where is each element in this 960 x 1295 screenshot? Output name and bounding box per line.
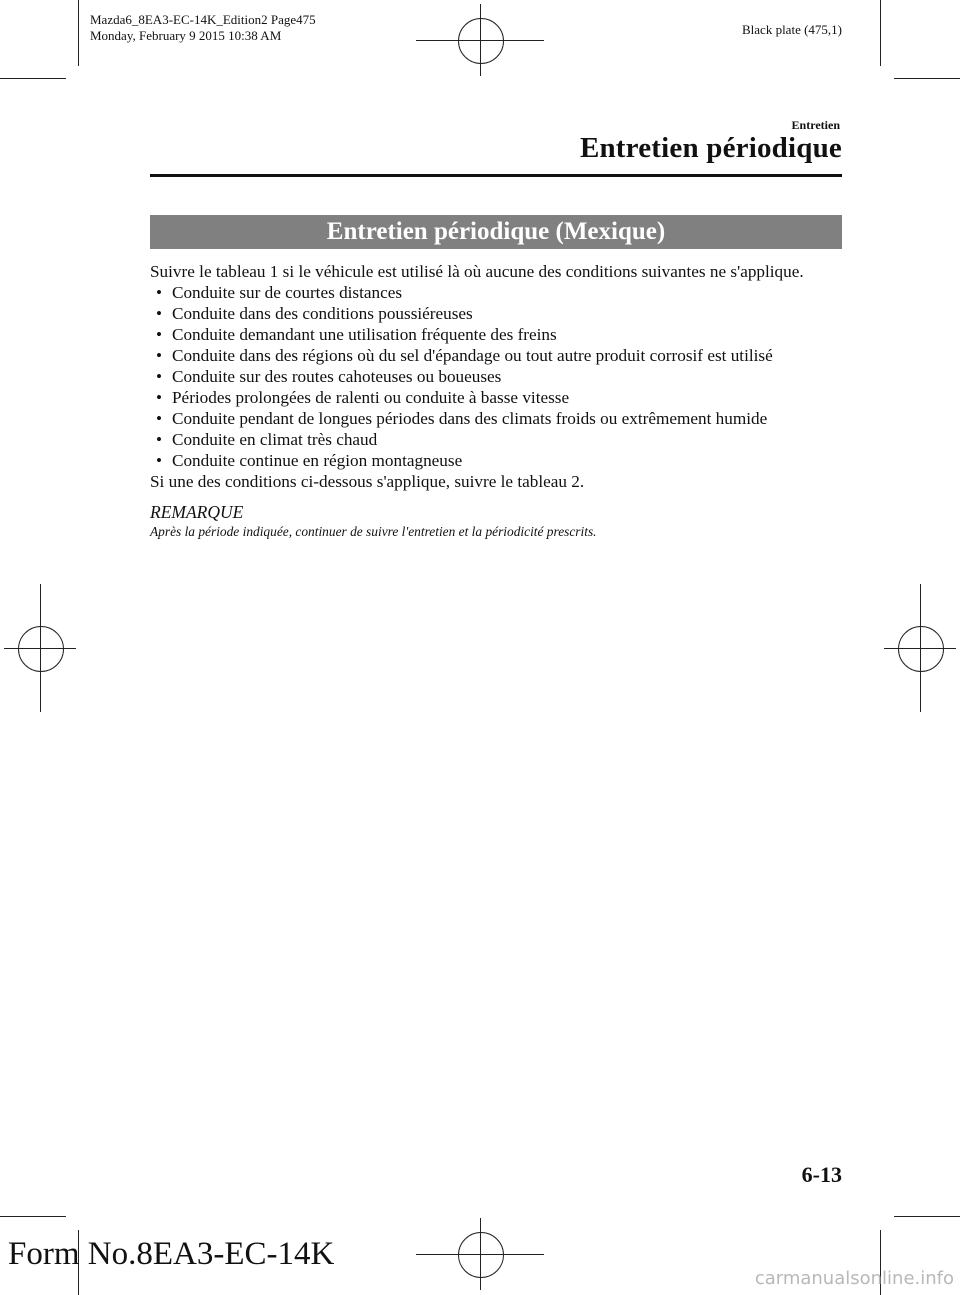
header-rule xyxy=(150,174,842,177)
print-info-date: Monday, February 9 2015 10:38 AM xyxy=(90,28,282,43)
condition-item xyxy=(150,387,842,408)
condition-item xyxy=(150,450,842,471)
conditions-list xyxy=(150,282,842,471)
banner-title: Entretien périodique (Mexique) xyxy=(150,215,842,249)
condition-item xyxy=(150,366,842,387)
condition-item xyxy=(150,303,842,324)
condition-text: Conduite pendant de longues périodes dans des climats froids ou extrêmement humide xyxy=(172,409,768,428)
condition-text: Conduite demandant une utilisation fréquente des freins xyxy=(172,325,557,344)
condition-text: Conduite en climat très chaud xyxy=(172,430,378,449)
print-info-file: Mazda6_8EA3-EC-14K_Edition2 Page475 xyxy=(90,12,316,27)
watermark: carmanualsonline.info xyxy=(754,1268,954,1289)
condition-text: Conduite continue en région montagneuse xyxy=(172,451,463,470)
bullet-icon: • xyxy=(156,409,163,428)
condition-text: Conduite sur des routes cahoteuses ou boueuses xyxy=(172,367,502,386)
note-title: REMARQUE xyxy=(150,502,244,522)
page-number: 6-13 xyxy=(801,1162,842,1187)
print-info xyxy=(90,12,316,44)
condition-item xyxy=(150,345,842,366)
bullet-icon: • xyxy=(156,325,163,344)
condition-item xyxy=(150,408,842,429)
note-text: Après la période indiquée, continuer de suivre l'entretien et la périodicité prescrits. xyxy=(150,524,597,539)
condition-item xyxy=(150,429,842,450)
intro-paragraph: Suivre le tableau 1 si le véhicule est utilisé là où aucune des conditions suivantes ne s'applique. xyxy=(150,262,804,281)
plate-label: Black plate (475,1) xyxy=(742,22,842,37)
section-title: Entretien périodique xyxy=(579,132,842,164)
section-category: Entretien xyxy=(791,118,840,132)
condition-item xyxy=(150,324,842,345)
bullet-icon: • xyxy=(156,451,163,470)
condition-text: Périodes prolongées de ralenti ou conduite à basse vitesse xyxy=(172,388,570,407)
bullet-icon: • xyxy=(156,367,163,386)
main-content xyxy=(150,261,842,541)
bullet-icon: • xyxy=(156,346,163,365)
bullet-icon: • xyxy=(156,388,163,407)
form-number: Form No.8EA3-EC-14K xyxy=(8,1236,335,1272)
condition-text: Conduite dans des conditions poussiéreuses xyxy=(172,304,473,323)
condition-text: Conduite dans des régions où du sel d'épandage ou tout autre produit corrosif est utilisé xyxy=(172,346,773,365)
condition-item xyxy=(150,282,842,303)
bullet-icon: • xyxy=(156,283,163,302)
outro-paragraph: Si une des conditions ci-dessous s'applique, suivre le tableau 2. xyxy=(150,472,585,491)
condition-text: Conduite sur de courtes distances xyxy=(172,283,403,302)
bullet-icon: • xyxy=(156,304,163,323)
bullet-icon: • xyxy=(156,430,163,449)
